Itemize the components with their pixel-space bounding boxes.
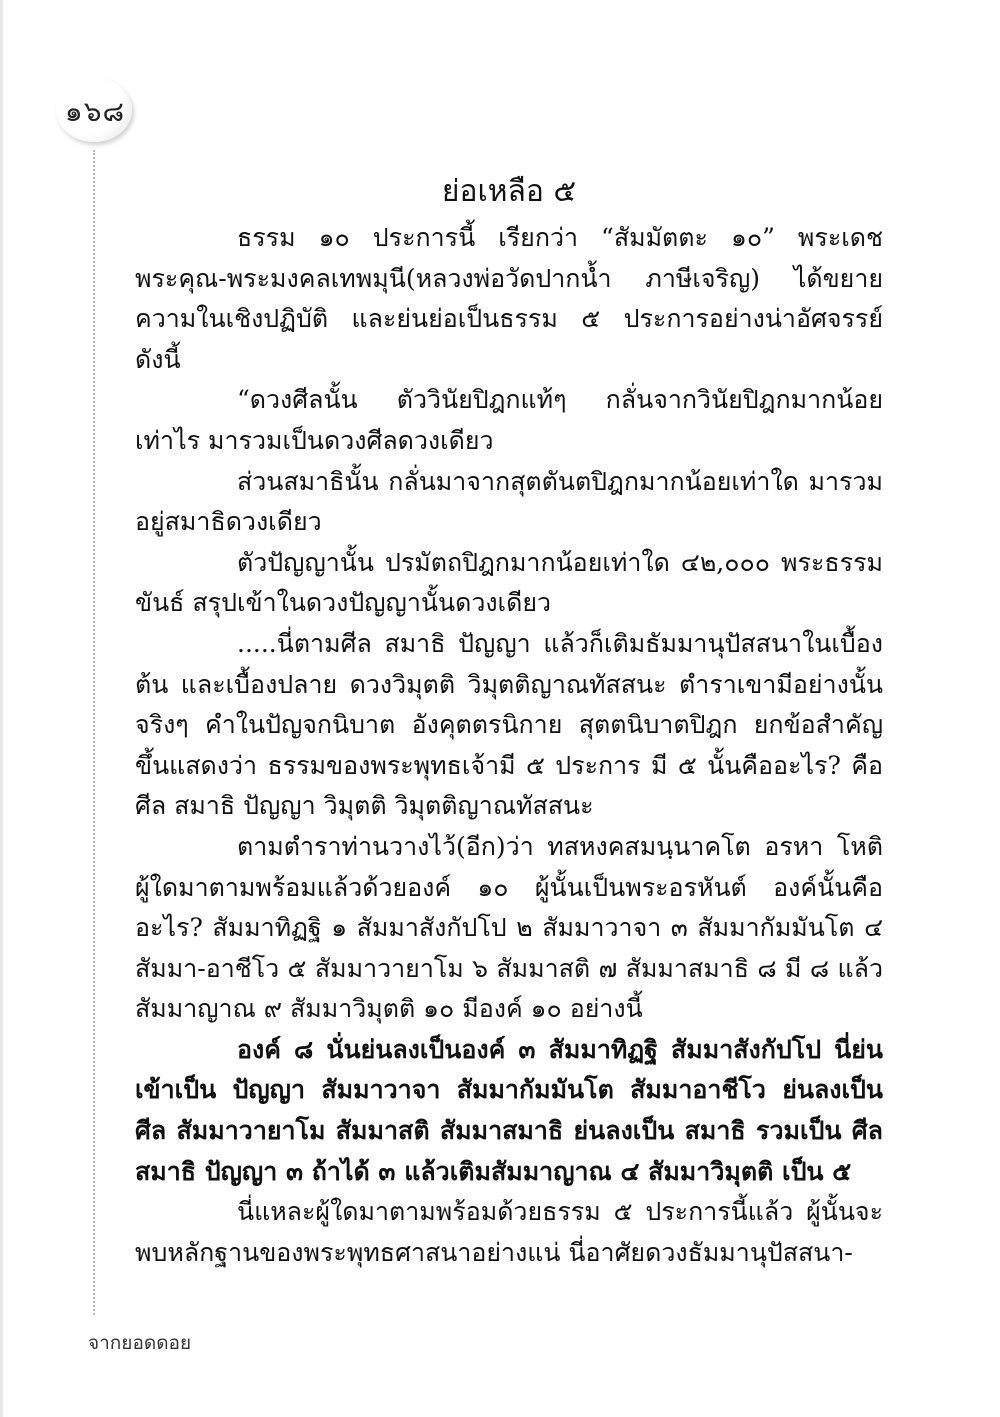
- paragraph-intro: ธรรม ๑๐ ประการนี้ เรียกว่า “สัมมัตตะ ๑๐” พระเดชพระคุณ-พระมงคลเทพมุนี(หลวงพ่อวัดปากน้ำ ภาษีเจริญ) ได้ขยายความในเชิงปฏิบัติ และย่นย่อเป็นธรรม ๕ ประการอย่างน่าอัศจรรย์ ดังนี้: [135, 223, 883, 374]
- paragraph-ten-factors: ตามตำราท่านวางไว้(อีก)ว่า ทสหงคสมนฺนาคโต อรหา โหติ ผู้ใดมาตามพร้อมแล้วด้วยองค์ ๑๐ ผู้นั้นเป็นพระอรหันต์ องค์นั้นคืออะไร? สัมมาทิฏฐิ ๑ สัมมาสังกัปโป ๒ สัมมาวาจา ๓ สัมมากัมมันโต ๔ สัมมา-อาชีโว ๕ สัมมาวายาโม ๖ สัมมาสติ ๗ สัมมาสมาธิ ๘ มี ๘ แล้ว สัมมาญาณ ๙ สัมมาวิมุตติ ๑๐ มีองค์ ๑๐ อย่างนี้: [135, 831, 883, 1024]
- paragraph-samadhi: ส่วนสมาธินั้น กลั่นมาจากสุตตันตปิฎกมากน้อยเท่าใด มารวมอยู่สมาธิดวงเดียว: [135, 466, 883, 537]
- margin-dotted-rule: [93, 150, 95, 1315]
- section-title: ย่อเหลือ ๕: [441, 174, 577, 209]
- page-left-edge: [0, 0, 3, 1417]
- paragraph-closing: นี่แหละผู้ใดมาตามพร้อมด้วยธรรม ๕ ประการนี้แล้ว ผู้นั้นจะพบหลักฐานของพระพุทธศาสนาอย่างแน่ นี่อาศัยดวงธัมมานุปัสสนา-: [135, 1197, 883, 1267]
- paragraph-panna: ตัวปัญญานั้น ปรมัตถปิฎกมากน้อยเท่าใด ๔๒,๐๐๐ พระธรรมขันธ์ สรุปเข้าในดวงปัญญานั้นดวงเดียว: [135, 547, 883, 618]
- page-content: [135, 172, 883, 1273]
- paragraph-condensed-bold: องค์ ๘ นั่นย่นลงเป็นองค์ ๓ สัมมาทิฏฐิ สัมมาสังกัปโป นี่ย่นเข้าเป็น ปัญญา สัมมาวาจา สัมมากัมมันโต สัมมาอาชีโว ย่นลงเป็น ศีล สัมมาวายาโม สัมมาสติ สัมมาสมาธิ ย่นลงเป็น สมาธิ รวมเป็น ศีล สมาธิ ปัญญา ๓ ถ้าได้ ๓ แล้วเติมสัมมาญาณ ๔ สัมมาวิมุตติ เป็น ๕: [135, 1034, 883, 1186]
- footer-book-title: จากยอดดอย: [88, 1332, 192, 1354]
- page-number: ๑๖๘: [64, 95, 126, 128]
- paragraph-sila: “ดวงศีลนั้น ตัววินัยปิฎกแท้ๆ กลั่นจากวินัยปิฎกมากน้อยเท่าไร มารวมเป็นดวงศีลดวงเดียว: [135, 385, 883, 455]
- paragraph-vimutti: .....นี่ตามศีล สมาธิ ปัญญา แล้วก็เติมธัมมานุปัสสนาในเบื้องต้น และเบื้องปลาย ดวงวิมุตติ วิมุตติญาณทัสสนะ ตำราเขามีอย่างนั้นจริงๆ คำในปัญจกนิบาต อังคุตตรนิกาย สุตตนิบาตปิฎก ยกข้อสำคัญขึ้นแสดงว่า ธรรมของพระพุทธเจ้ามี ๕ ประการ มี ๕ นั้นคืออะไร? คือ ศีล สมาธิ ปัญญา วิมุตติ วิมุตติญาณทัสสนะ: [135, 628, 883, 821]
